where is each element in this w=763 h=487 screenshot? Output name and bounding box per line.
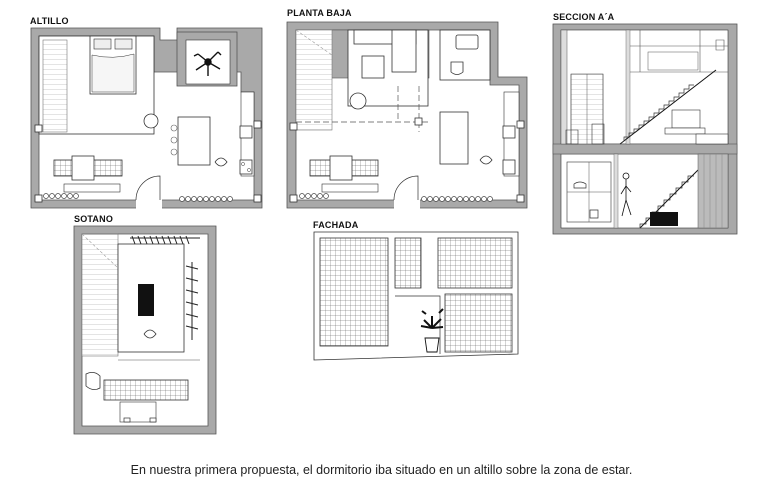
washbasin-icon [456, 35, 478, 49]
washbasin-icon [574, 182, 586, 188]
facade-lattice-center [395, 238, 421, 288]
facade-elevation [314, 232, 518, 360]
plan-sotano [74, 226, 216, 434]
armchair-icon [215, 158, 227, 166]
stove-icon [503, 160, 515, 174]
laundry-icon [86, 372, 100, 389]
facade-lattice-upper-right [438, 238, 512, 288]
facade-lattice-lower-right [445, 294, 512, 352]
sink-icon [240, 126, 252, 138]
table-icon [440, 112, 468, 164]
plan-altillo [31, 28, 262, 209]
coffee-table-icon [362, 56, 384, 78]
tiled-floor [104, 380, 188, 400]
toilet-icon [451, 62, 463, 75]
ottoman [138, 284, 154, 316]
desk-icon [72, 156, 94, 180]
stove-icon [240, 160, 252, 174]
sink-icon [503, 126, 515, 138]
armchair-icon [480, 156, 492, 164]
label-seccion: SECCION A´A [553, 12, 615, 22]
figure-caption: En nuestra primera propuesta, el dormitorio iba situado en un altillo sobre la zona de estar. [130, 463, 633, 477]
label-fachada: FACHADA [313, 220, 359, 230]
sofa-icon [64, 184, 120, 192]
desk-icon [330, 156, 352, 180]
facade-lattice-left [320, 238, 388, 346]
chair-icon [144, 114, 158, 128]
table-icon [178, 117, 210, 165]
label-altillo: ALTILLO [30, 16, 69, 26]
section-a-a [553, 24, 737, 234]
armchair-icon [350, 93, 366, 109]
label-sotano: SOTANO [74, 214, 114, 224]
sofa-icon [322, 184, 378, 192]
label-planta-baja: PLANTA BAJA [287, 8, 352, 18]
plan-planta-baja [287, 22, 527, 209]
toilet-icon [590, 210, 598, 218]
